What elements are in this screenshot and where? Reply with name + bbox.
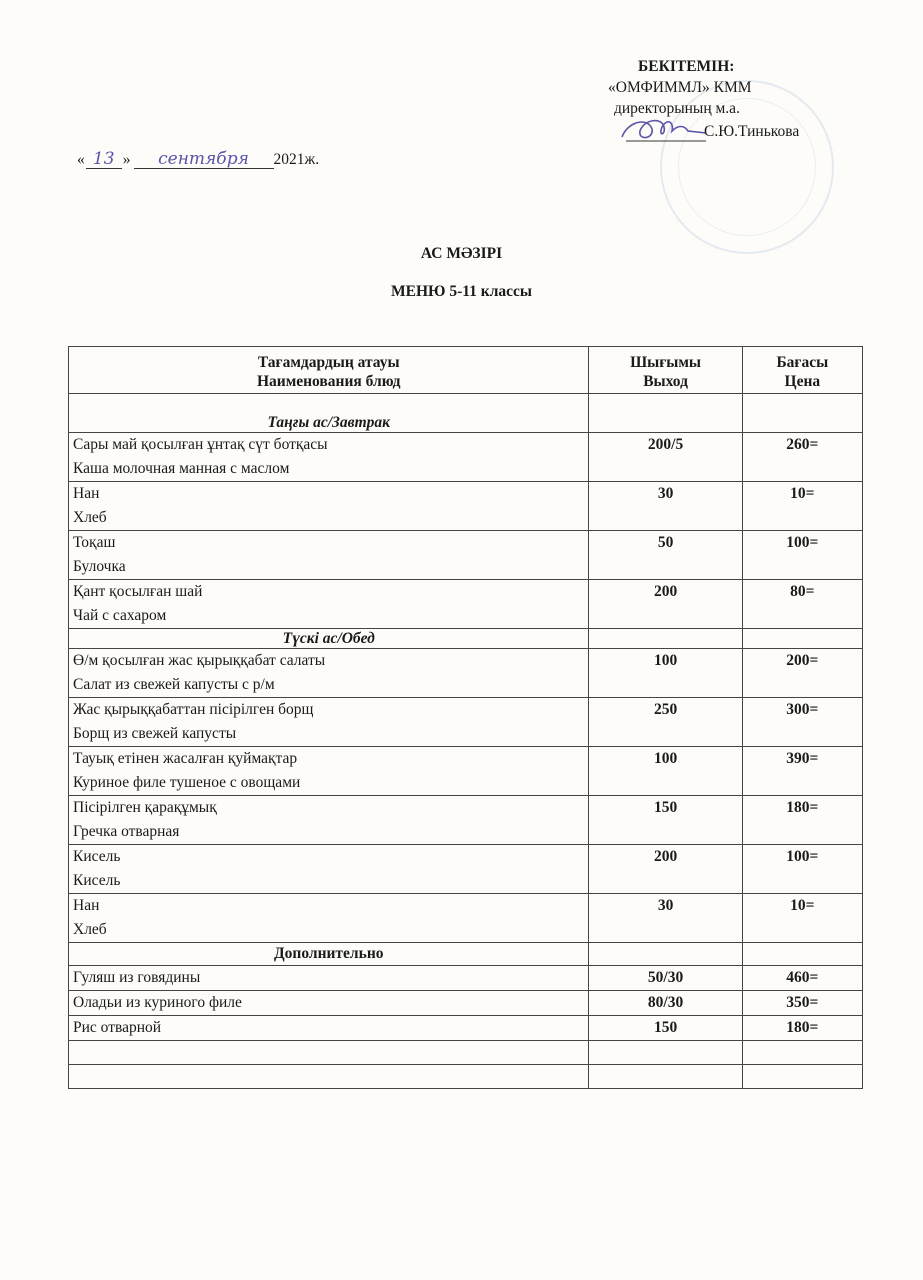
section-breakfast [69,394,863,433]
empty-row [69,1041,863,1065]
header-output-ru: Выход [643,373,688,390]
dish-name-cell [69,433,589,482]
dish-output: 30 [589,482,742,531]
dish-output: 150 [589,796,742,845]
empty-cell [589,394,742,433]
date-day: 13 [86,150,122,169]
dish-name-kz: Қант қосылған шай [73,583,203,600]
empty-cell [589,1065,742,1089]
document-date [76,150,319,169]
signature-scribble [618,111,708,147]
dish-output: 200 [589,580,742,629]
dish-name-cell [69,531,589,580]
table-row [69,747,863,796]
dish-price: 390= [742,747,862,796]
section-lunch-label: Түскі ас/Обед [69,629,589,649]
dish-output: 200 [589,845,742,894]
dish-name-ru: Булочка [73,558,126,575]
approval-position: директорының м.а. [614,100,740,117]
dish-price: 200= [742,649,862,698]
dish-name-ru: Гречка отварная [73,823,180,840]
empty-cell [589,629,742,649]
dish-name-ru: Хлеб [73,921,107,938]
dish-name-kz: Нан [73,897,100,914]
dish-price: 10= [742,482,862,531]
dish-output: 250 [589,698,742,747]
dish-name: Рис отварной [69,1016,589,1041]
section-breakfast-label: Таңғы ас/Завтрак [69,394,589,433]
empty-cell [742,1041,862,1065]
header-output-kz: Шығымы [630,354,702,371]
empty-cell [589,1041,742,1065]
table-header-row [69,347,863,394]
dish-name-ru: Кисель [73,872,121,889]
dish-price: 260= [742,433,862,482]
empty-cell [742,943,862,966]
dish-price: 80= [742,580,862,629]
dish-name-cell [69,698,589,747]
approval-org: «ОМФИММЛ» КММ [608,79,752,96]
empty-cell [589,943,742,966]
dish-output: 50/30 [589,966,742,991]
header-price-kz: Бағасы [776,354,829,371]
section-extra [69,943,863,966]
dish-output: 30 [589,894,742,943]
dish-name-kz: Тоқаш [73,534,116,551]
dish-output: 80/30 [589,991,742,1016]
dish-price: 350= [742,991,862,1016]
dish-output: 100 [589,747,742,796]
empty-row [69,1065,863,1089]
dish-output: 150 [589,1016,742,1041]
section-lunch [69,629,863,649]
dish-name-cell [69,649,589,698]
dish-price: 460= [742,966,862,991]
section-extra-label: Дополнительно [69,943,589,966]
dish-price: 180= [742,1016,862,1041]
table-row [69,531,863,580]
table-row [69,433,863,482]
dish-name-ru: Салат из свежей капусты с р/м [73,676,275,693]
signature-line [608,119,908,145]
menu-title-ru: МЕНЮ 5-11 классы [390,283,533,300]
dish-name-kz: Пісірілген қарақұмық [73,799,217,816]
dish-name-kz: Ө/м қосылған жас қырыққабат салаты [73,652,326,669]
signatory-name: С.Ю.Тинькова [704,123,800,140]
empty-cell [742,394,862,433]
table-row [69,1016,863,1041]
empty-cell [742,1065,862,1089]
dish-name-ru: Хлеб [73,509,107,526]
dish-name: Гуляш из говядины [69,966,589,991]
dish-price: 300= [742,698,862,747]
dish-name-kz: Сары май қосылған ұнтақ сүт ботқасы [73,436,328,453]
approval-title: БЕКІТЕМІН: [638,58,735,75]
dish-price: 100= [742,531,862,580]
approval-block [608,56,908,145]
header-price-ru: Цена [784,373,821,390]
dish-name-kz: Кисель [73,848,121,865]
dish-name-cell [69,845,589,894]
table-row [69,580,863,629]
dish-name-kz: Тауық етінен жасалған қуймақтар [73,750,298,767]
dish-output: 200/5 [589,433,742,482]
dish-price: 180= [742,796,862,845]
menu-title-kz: АС МӘЗІРІ [420,245,503,262]
header-output [589,347,742,394]
dish-name-cell [69,894,589,943]
dish-name-cell [69,580,589,629]
empty-cell [69,1065,589,1089]
dish-name-ru: Каша молочная манная с маслом [73,460,290,477]
dish-name-ru: Борщ из свежей капусты [73,725,237,742]
table-row [69,845,863,894]
header-name-kz: Тағамдардың атауы [257,354,400,371]
date-open-quote: « [77,151,85,168]
dish-name: Оладьи из куриного филе [69,991,589,1016]
table-row [69,796,863,845]
table-row [69,894,863,943]
table-row [69,649,863,698]
dish-name-cell [69,482,589,531]
empty-cell [69,1041,589,1065]
header-name-ru: Наименования блюд [256,373,401,390]
table-row [69,991,863,1016]
date-close-quote: » [122,151,131,168]
dish-name-kz: Жас қырыққабаттан пісірілген борщ [73,701,314,718]
table-row [69,698,863,747]
dish-price: 10= [742,894,862,943]
header-name [69,347,589,394]
table-row [69,966,863,991]
dish-name-cell [69,796,589,845]
dish-name-ru: Куриное филе тушеное с овощами [73,774,301,791]
date-year: 2021ж. [273,151,320,168]
dish-name-cell [69,747,589,796]
dish-name-kz: Нан [73,485,100,502]
menu-table [68,346,863,1089]
dish-price: 100= [742,845,862,894]
dish-output: 100 [589,649,742,698]
header-price [742,347,862,394]
empty-cell [742,629,862,649]
dish-output: 50 [589,531,742,580]
dish-name-ru: Чай с сахаром [73,607,167,624]
date-month: сентября [134,150,274,169]
table-row [69,482,863,531]
